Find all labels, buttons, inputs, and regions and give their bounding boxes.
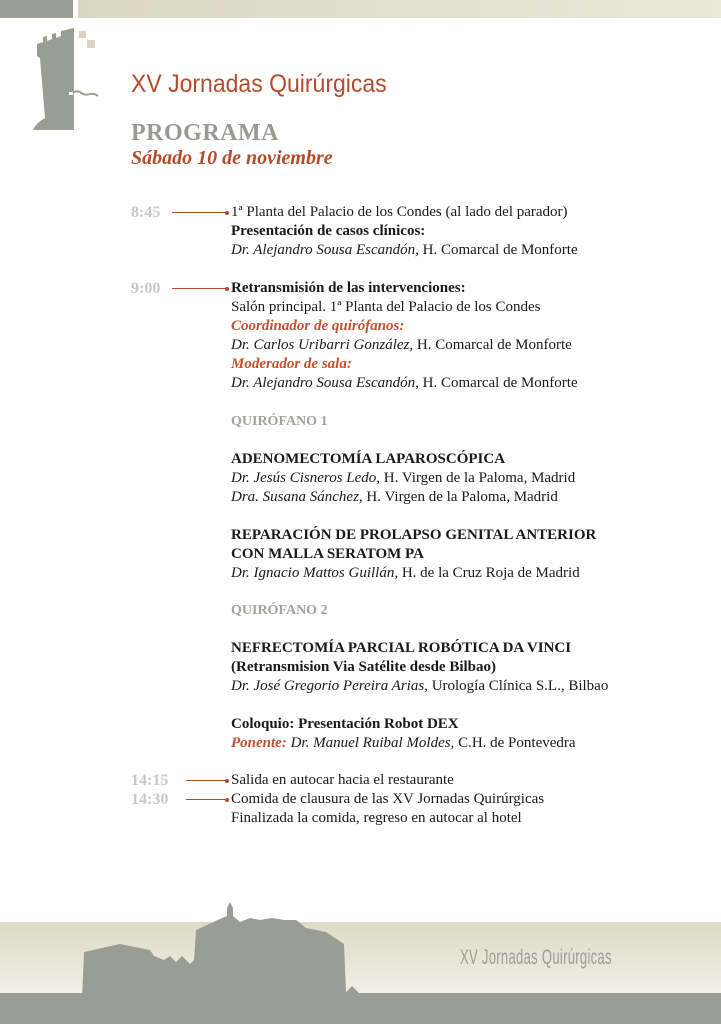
speaker-line xyxy=(231,374,578,393)
speaker-affiliation: H. Comarcal de Monforte xyxy=(418,375,578,391)
schedule-line: Salón principal. 1ª Planta del Palacio de los Condes xyxy=(231,299,541,315)
role-label: Coordinador de quirófanos: xyxy=(231,318,405,334)
top-bar-gray xyxy=(0,0,73,18)
program-date: Sábado 10 de noviembre xyxy=(131,147,333,169)
page-title: XV Jornadas Quirúrgicas xyxy=(131,70,387,98)
schedule-line: Finalizada la comida, regreso en autocar al hotel xyxy=(231,810,522,826)
time-connector xyxy=(186,799,227,800)
speaker-affiliation: H. de la Cruz Roja de Madrid xyxy=(398,565,580,581)
speaker-name: Dr. Alejandro Sousa Escandón, xyxy=(231,375,419,391)
time-connector xyxy=(186,780,227,781)
schedule-line: Retransmisión de las intervenciones: xyxy=(231,280,466,296)
time-connector xyxy=(172,288,227,289)
speaker-affiliation: C.H. de Pontevedra xyxy=(454,735,576,751)
procedure-title: (Retransmision Via Satélite desde Bilbao) xyxy=(231,659,496,675)
footer-title: XV Jornadas Quirúrgicas xyxy=(460,946,612,969)
speaker-name: Dr. Manuel Ruibal Moldes, xyxy=(286,735,455,751)
speaker-name: Dra. Susana Sánchez, xyxy=(231,489,363,505)
time-label: 14:15 xyxy=(131,772,169,789)
castle-skyline-icon xyxy=(0,900,430,1024)
time-label: 9:00 xyxy=(131,280,161,297)
procedure-title: NEFRECTOMÍA PARCIAL ROBÓTICA DA VINCI xyxy=(231,640,572,656)
tower-logo-icon xyxy=(30,28,105,130)
schedule-line: Salida en autocar hacia el restaurante xyxy=(231,772,454,788)
speaker-affiliation: H. Virgen de la Paloma, Madrid xyxy=(380,470,576,486)
speaker-name: Dr. José Gregorio Pereira Arias, xyxy=(231,678,428,694)
speaker-line xyxy=(231,488,558,507)
speaker-name: Dr. Jesús Cisneros Ledo, xyxy=(231,470,381,486)
speaker-line xyxy=(231,336,572,355)
procedure-title: REPARACIÓN DE PROLAPSO GENITAL ANTERIOR xyxy=(231,527,597,543)
procedure-title: ADENOMECTOMÍA LAPAROSCÓPICA xyxy=(231,451,506,467)
time-label: 8:45 xyxy=(131,204,161,221)
coloquio-title: Coloquio: Presentación Robot DEX xyxy=(231,716,459,732)
speaker-name: Dr. Carlos Uribarri González, xyxy=(231,337,414,353)
role-label: Moderador de sala: xyxy=(231,356,352,372)
speaker-name: Dr. Alejandro Sousa Escandón, xyxy=(231,242,419,258)
speaker-line xyxy=(231,469,575,488)
schedule-line: 1ª Planta del Palacio de los Condes (al lado del parador) xyxy=(231,204,568,220)
speaker-line xyxy=(231,241,578,260)
speaker-affiliation: H. Comarcal de Monforte xyxy=(418,242,578,258)
schedule-line: Comida de clausura de las XV Jornadas Quirúrgicas xyxy=(231,791,545,807)
time-label: 14:30 xyxy=(131,791,169,808)
section-heading-quirofano-1: QUIRÓFANO 1 xyxy=(231,414,328,429)
section-heading-quirofano-2: QUIRÓFANO 2 xyxy=(231,603,328,618)
speaker-line xyxy=(231,677,608,696)
speaker-affiliation: H. Virgen de la Paloma, Madrid xyxy=(362,489,558,505)
speaker-line xyxy=(231,734,576,753)
time-connector xyxy=(172,212,227,213)
speaker-affiliation: H. Comarcal de Monforte xyxy=(413,337,572,353)
speaker-name: Dr. Ignacio Mattos Guillán, xyxy=(231,565,399,581)
schedule-line: Presentación de casos clínicos: xyxy=(231,223,426,239)
program-heading: PROGRAMA xyxy=(131,120,279,146)
speaker-line xyxy=(231,564,580,583)
procedure-title: CON MALLA SERATOM PA xyxy=(231,546,424,562)
speaker-affiliation: Urología Clínica S.L., Bilbao xyxy=(427,678,609,694)
role-label: Ponente: xyxy=(231,735,287,751)
top-bar-beige xyxy=(78,0,721,18)
